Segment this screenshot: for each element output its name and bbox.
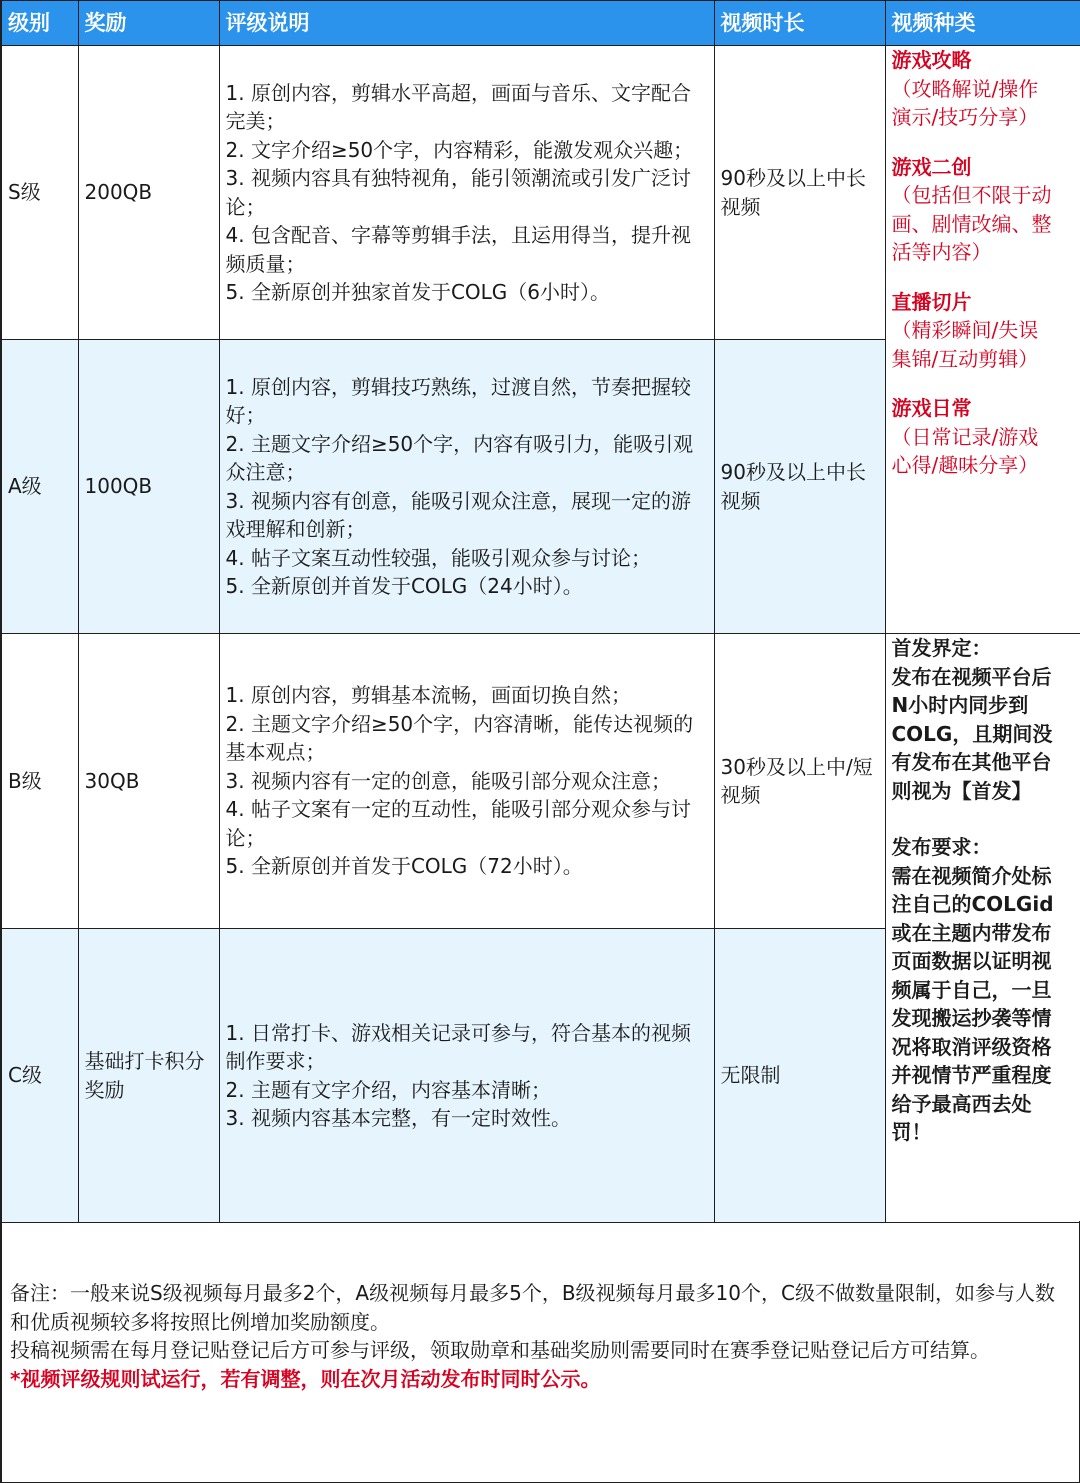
notes-section xyxy=(0,1221,1080,1483)
spacer xyxy=(892,805,1075,833)
notes-line-quota: 备注：一般来说S级视频每月最多2个，A级视频每月最多5个，B级视频每月最多10个，C级不做数量限制，如参与人数和优质视频较多将按照比例增加奖励额度。 xyxy=(10,1281,1055,1334)
duration-cell: 90秒及以上中长视频 xyxy=(714,46,885,340)
video-type-name: 游戏攻略 xyxy=(891,48,972,72)
notes-line-registration: 投稿视频需在每月登记贴登记后方可参与评级，领取勋章和基础奖励则需要同时在赛季登记贴登记后方可结算。 xyxy=(10,1338,990,1362)
description-cell xyxy=(219,46,714,340)
video-type-item xyxy=(892,394,1075,480)
first-release-text: 发布在视频平台后 N小时内同步到 COLG，且期间没 有发布在其他平台 则视为【首发】 xyxy=(891,664,1053,803)
video-type-detail: （攻略解说/操作 演示/技巧分享） xyxy=(891,76,1039,129)
header-type: 视频种类 xyxy=(885,1,1080,46)
description-line: 5. 全新原创并首发于COLG（24小时）。 xyxy=(225,574,583,598)
description-line: 4. 帖子文案互动性较强，能吸引观众参与讨论； xyxy=(225,545,651,570)
description-line: 1. 日常打卡、游戏相关记录可参与，符合基本的视频制作要求； xyxy=(225,1020,691,1073)
video-type-name: 游戏日常 xyxy=(891,396,972,420)
description-line: 2. 主题有文字介绍，内容基本清晰； xyxy=(225,1077,551,1102)
publish-requirements-title: 发布要求： xyxy=(891,835,992,859)
description-line: 1. 原创内容，剪辑水平高超，画面与音乐、文字配合完美； xyxy=(225,80,691,133)
video-type-detail: （精彩瞬间/失误 集锦/互动剪辑） xyxy=(891,318,1039,371)
description-line: 1. 原创内容，剪辑技巧熟练，过渡自然，节奏把握较好； xyxy=(225,374,691,427)
description-line: 3. 视频内容有一定的创意，能吸引部分观众注意； xyxy=(225,768,671,793)
table-header-row xyxy=(1,1,1080,46)
table-row-b xyxy=(1,634,1080,929)
first-release-title: 首发界定： xyxy=(891,636,992,660)
video-type-item xyxy=(892,153,1075,267)
description-cell xyxy=(219,340,714,634)
description-line: 2. 主题文字介绍≥50个字，内容有吸引力，能吸引观众注意； xyxy=(225,431,694,484)
header-reward: 奖励 xyxy=(78,1,219,46)
description-line: 1. 原创内容，剪辑基本流畅，画面切换自然； xyxy=(225,683,631,708)
description-line: 3. 视频内容基本完整，有一定时效性。 xyxy=(225,1106,571,1130)
video-type-detail: （包括但不限于动 画、剧情改编、整 活等内容） xyxy=(891,183,1052,264)
publish-rules-cell xyxy=(885,634,1080,1223)
video-type-item xyxy=(892,288,1075,374)
description-line: 3. 视频内容具有独特视角，能引领潮流或引发广泛讨论； xyxy=(225,166,691,219)
video-type-name: 直播切片 xyxy=(891,289,972,314)
description-line: 4. 帖子文案有一定的互动性，能吸引部分观众参与讨论； xyxy=(225,797,691,850)
reward-cell: 100QB xyxy=(78,340,219,634)
duration-cell: 无限制 xyxy=(714,929,885,1223)
video-type-detail: （日常记录/游戏 心得/趣味分享） xyxy=(891,424,1039,477)
video-type-name: 游戏二创 xyxy=(891,154,972,179)
description-line: 3. 视频内容有创意，能吸引观众注意，展现一定的游戏理解和创新； xyxy=(225,488,691,541)
table-row-s xyxy=(1,46,1080,340)
level-cell: B级 xyxy=(1,634,78,929)
description-cell xyxy=(219,929,714,1223)
video-type-item xyxy=(892,46,1075,132)
duration-cell: 30秒及以上中/短视频 xyxy=(714,634,885,929)
level-cell: C级 xyxy=(1,929,78,1223)
notes-warning: *视频评级规则试运行，若有调整，则在次月活动发布时同时公示。 xyxy=(10,1366,601,1391)
level-cell: A级 xyxy=(1,340,78,634)
header-duration: 视频时长 xyxy=(714,1,885,46)
reward-cell: 200QB xyxy=(78,46,219,340)
duration-cell: 90秒及以上中长视频 xyxy=(714,340,885,634)
description-line: 2. 主题文字介绍≥50个字，内容清晰，能传达视频的基本观点； xyxy=(225,711,694,765)
reward-cell: 30QB xyxy=(78,634,219,929)
description-line: 5. 全新原创并独家首发于COLG（6小时）。 xyxy=(225,280,611,304)
video-types-cell xyxy=(885,46,1080,634)
description-line: 2. 文字介绍≥50个字，内容精彩，能激发观众兴趣； xyxy=(225,137,694,162)
header-level: 级别 xyxy=(1,1,78,46)
header-description: 评级说明 xyxy=(219,1,714,46)
publish-requirements-text: 需在视频简介处标 注自己的COLGid 或在主题内带发布 页面数据以证明视 频属于自己，一旦 发现搬运抄袭等情 况将取消评级资格 并视情节严重程度 给予最高西去处 罚！ xyxy=(891,863,1054,1144)
description-line: 5. 全新原创并首发于COLG（72小时）。 xyxy=(225,854,583,879)
description-cell xyxy=(219,634,714,929)
level-cell: S级 xyxy=(1,46,78,340)
description-line: 4. 包含配音、字幕等剪辑手法，且运用得当，提升视频质量； xyxy=(225,223,691,276)
reward-cell: 基础打卡积分奖励 xyxy=(78,929,219,1223)
